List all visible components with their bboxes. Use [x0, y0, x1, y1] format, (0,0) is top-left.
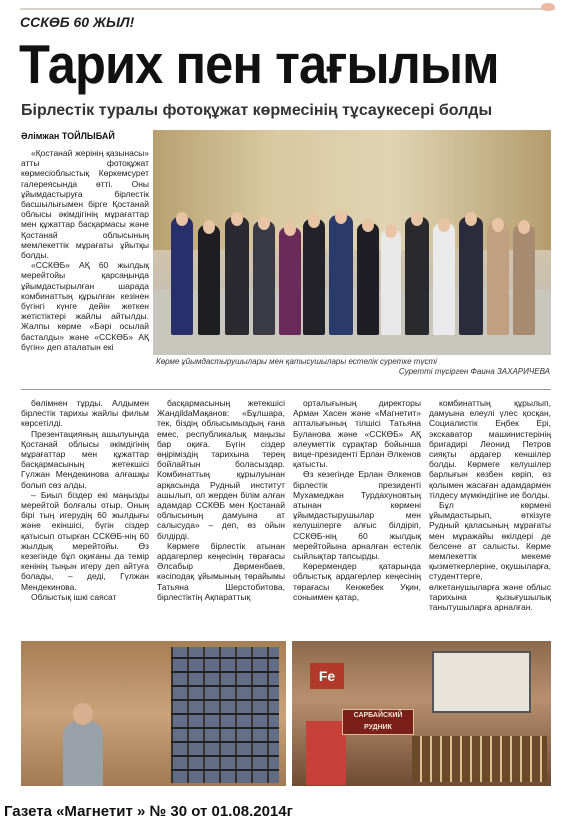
visitor-head [73, 703, 93, 725]
exhibition-photo-right [292, 641, 551, 786]
photo-caption [156, 357, 550, 376]
footer-source: Газета «Магнетит » № 30 от 01.08.2014г [4, 803, 293, 820]
paragraph: бөлімнен тұрды. Алдымен бірлестік тарихы жайлы фильм көрсетілді. [21, 398, 149, 429]
person [357, 223, 379, 335]
paragraph: «ССКӨБ» АҚ 60 жылдық мерейтойы қарсаңында ұйымдастырылған шарада комбинаттың құрылған кезінен бүгінгі күнге дейін жеткен жетістіктері жайлы айтылды. Жалпы көрме «Бәрі осылай басталды» және «ССКӨБ» АҚ бүгін» деп аталатын екі [21, 260, 149, 352]
paragraph: Көрермендер қатарында облыстық ардагерлер кеңесінің төрағасы Кенжебек Уқин, соныимен қатар, [293, 561, 421, 602]
subheadline: Бірлестік туралы фотоқұжат көрмесінің тұсаукесері болды [21, 102, 493, 119]
red-stand [306, 721, 346, 785]
paragraph: Өз кезегінде Ерлан Әлкенов бірлестік президенті Мухамеджан Турдахуновтың атынан көрмені ұйымдастырушылар мен келушілерге алғыс білдіріп, ССКӨБ-нің 60 жылдық мерейтойына арналған естелік сыйлықтар тапсырды. [293, 469, 421, 562]
person [433, 223, 455, 335]
head [258, 216, 270, 230]
head [411, 212, 423, 226]
visitor [63, 721, 103, 786]
person [198, 225, 220, 335]
top-rule [20, 8, 555, 10]
fe-sign: Fe [310, 663, 344, 689]
head [385, 224, 397, 238]
paragraph: – Биыл біздер екі маңызды мерейтой болғалы отыр. Оның бірі тың игерудің 60 жылдығы және екіншісі, бүгін сіздер қатысып отырған ССКӨБ-нің 60 жылдық мерейтойы. Өз кезегінде бұл оқиғаны да темір кенінің тыңын игеру деп айтуға болады, – деді, Гүлжан Мендекинова. [21, 489, 149, 592]
head [438, 218, 450, 232]
paragraph: басқармасының жетекшісі ЖандildаМақанов: «Бұлшара, тек, біздің облысымыздың ғана емес, республикалық маңызы бар оқиға. Бүгін сіздер өңіріміздің тарихына терең бойлайтын боласыздар. Комбинаттың құрылуынан арқасында Рудный институт ашылып, ол жерден білім алған адамдар ССКӨБ мен Қостанай облысының дамуына ат салысуда» – деп, өз ойын білдірді. [157, 398, 285, 541]
paragraph: Презентацияның ашылуында Қостанай облысы әкімдігінің мұрағаттар мен құжаттар басқармасының жетекшісі Гүлжан Мендекинова алғашқы болып сөз алды. [21, 428, 149, 490]
paragraph: Бұл көрмені ұйымдастырып, өткізуге Рудный қаласының мұрағаты мен мұражайы өкілдері де белсене ат салысты. Көрме мемлекеттік мекеме қызметкерлеріне, оқушыларға, студенттерге, өлкетанушыларға және облыс тарихына қызығушылық танытушыларға арналған. [429, 500, 551, 613]
head [335, 210, 347, 224]
person [279, 227, 301, 335]
photo-screen [432, 651, 531, 713]
group-photo [153, 130, 551, 355]
person [303, 219, 325, 335]
person [171, 217, 193, 335]
section-rule [21, 389, 551, 390]
photo-board-grid [171, 647, 279, 783]
head [203, 220, 215, 234]
author: Әлімжан ТОЙЛЫБАЙ [21, 131, 115, 141]
person [225, 217, 249, 335]
person [253, 221, 275, 335]
paragraph: Облыстық ішкі саясат [31, 591, 117, 602]
column-1 [21, 148, 149, 389]
person [513, 225, 535, 335]
corner-mark [541, 3, 555, 11]
paragraph: комбинаттың құрылып, дамуына елеулі үлес қосқан, Социалистік Еңбек Ері, экскаватор машинистерінің бригадирі Леонид Петров сияқты ардагер кеншілер болды. Көрмеге келушілер барлығын көзбен көріп, өз қолымен жасаған адамдармен тілдесу мүмкіндігіне ие болды. [429, 398, 551, 500]
column-4 [293, 398, 421, 634]
head [492, 218, 504, 232]
caption-text: Көрме ұйымдастырушылары мен қатысушылары естелік суретке түсті [156, 357, 437, 366]
head [465, 212, 477, 226]
column-2 [21, 398, 149, 634]
head [518, 220, 530, 234]
head [176, 212, 188, 226]
headline: Тарих пен тағылым [19, 33, 499, 95]
rubric: ССКӨБ 60 ЖЫЛ! [20, 14, 135, 30]
mine-sign: САРБАЙСКИЙ РУДНИК [342, 709, 414, 735]
person [405, 217, 429, 335]
person [487, 223, 509, 335]
column-3 [157, 398, 285, 634]
paragraph: Көрмеге бірлестік атынан ардагерлер кеңесінің төрағасы Әлсабыр Дөрменбаев, кәсіподақ ұйымының төрайымы Татьяна Шерстобитова, бірлестіктің Ақпараттық [157, 540, 285, 602]
photo-credit: Суретті түсірген Фаина ЗАХАРИЧЕВА [398, 367, 550, 376]
exhibition-photo-left [21, 641, 286, 786]
head [284, 222, 296, 236]
column-5 [429, 398, 551, 634]
person [459, 217, 483, 335]
head [308, 214, 320, 228]
head [231, 212, 243, 226]
person [329, 215, 353, 335]
paragraph: «Қостанай жерінің қазынасы» атты фотоқұжат көрмесіоблыстық Көркемсурет галереясында өтті. Оны ұйымдастыруға бірлестік басшылығымен бірге Қостанай облысы әкімдігінің мұрағаттар мен құжаттар басқармасы және Қостанай облысының мемлекеттік мұрағаты ұйытқы болды. [21, 148, 149, 261]
display-case [412, 736, 547, 782]
person [381, 229, 401, 335]
paragraph: орталығының директоры Арман Хасен және «Магнетит» апталығының тілшісі Татьяна Буланова және «ССКӨБ» АҚ әлеуметтік сұрақтар бойынша вице-президенті Ерлан Әлкенов қатысты. [293, 398, 421, 470]
head [362, 218, 374, 232]
